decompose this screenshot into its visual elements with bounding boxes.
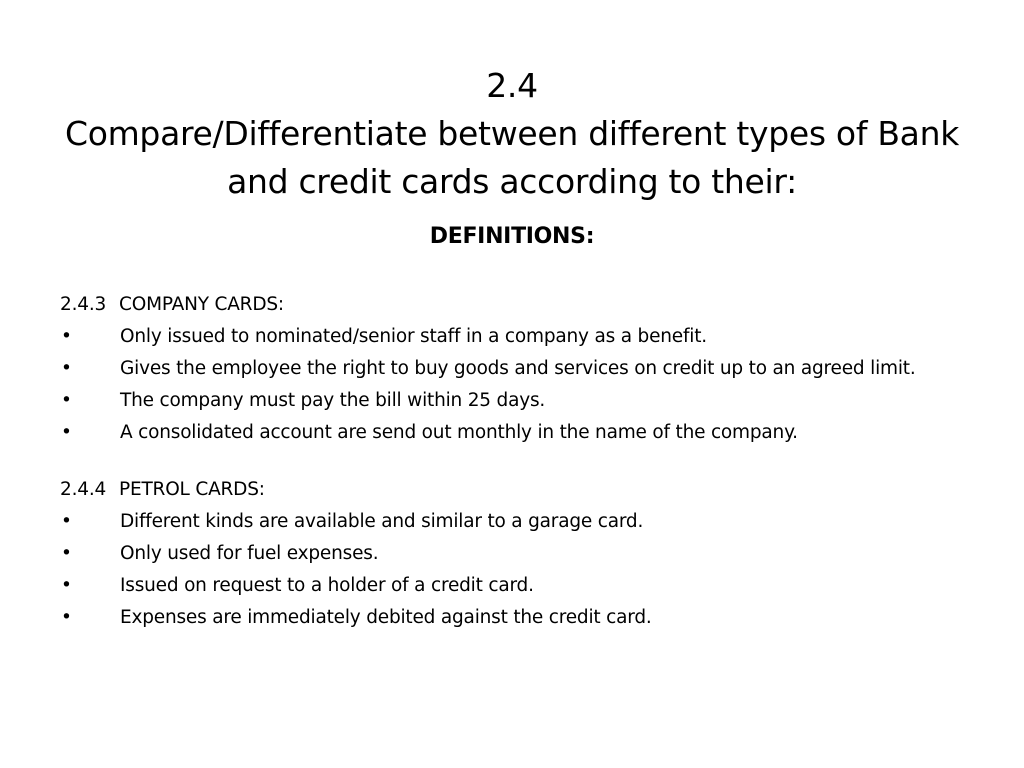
- list-item: [60, 573, 960, 599]
- list-item: [60, 324, 960, 350]
- list-item-text: Only used for fuel expenses.: [120, 543, 379, 564]
- list-item: [60, 420, 960, 446]
- bullet-icon: •: [61, 422, 72, 443]
- slide-body: [60, 292, 960, 637]
- bullet-icon: •: [61, 511, 72, 532]
- section-heading: COMPANY CARDS:: [119, 294, 284, 315]
- list-item-text: A consolidated account are send out monthly in the name of the company.: [120, 422, 798, 443]
- bullet-icon: •: [61, 358, 72, 379]
- list-item-text: Only issued to nominated/senior staff in a company as a benefit.: [120, 326, 707, 347]
- bullet-icon: •: [61, 390, 72, 411]
- list-item-text: Expenses are immediately debited against the credit card.: [120, 607, 652, 628]
- section-number: 2.4.3: [60, 294, 107, 315]
- section-petrol-cards: [60, 477, 960, 631]
- section-heading-row: [60, 292, 960, 318]
- list-item: [60, 541, 960, 567]
- list-item-text: Gives the employee the right to buy goods and services on credit up to an agreed limit.: [120, 358, 916, 379]
- bullet-icon: •: [61, 607, 72, 628]
- slide-title: [40, 62, 984, 206]
- list-item: [60, 356, 960, 382]
- bullet-icon: •: [61, 326, 72, 347]
- title-number: 2.4: [486, 66, 538, 105]
- list-item: [60, 509, 960, 535]
- definitions-heading: DEFINITIONS:: [429, 224, 595, 249]
- list-item-text: The company must pay the bill within 25 days.: [120, 390, 546, 411]
- bullet-icon: •: [61, 575, 72, 596]
- list-item-text: Different kinds are available and similar to a garage card.: [120, 511, 644, 532]
- title-line-2: and credit cards according to their:: [227, 162, 797, 201]
- title-line-1: Compare/Differentiate between different types of Bank: [64, 114, 960, 153]
- list-item: [60, 388, 960, 414]
- bullet-icon: •: [61, 543, 72, 564]
- section-heading: PETROL CARDS:: [119, 479, 265, 500]
- section-number: 2.4.4: [60, 479, 107, 500]
- list-item-text: Issued on request to a holder of a credit card.: [120, 575, 534, 596]
- section-company-cards: [60, 292, 960, 446]
- section-heading-row: [60, 477, 960, 503]
- list-item: [60, 605, 960, 631]
